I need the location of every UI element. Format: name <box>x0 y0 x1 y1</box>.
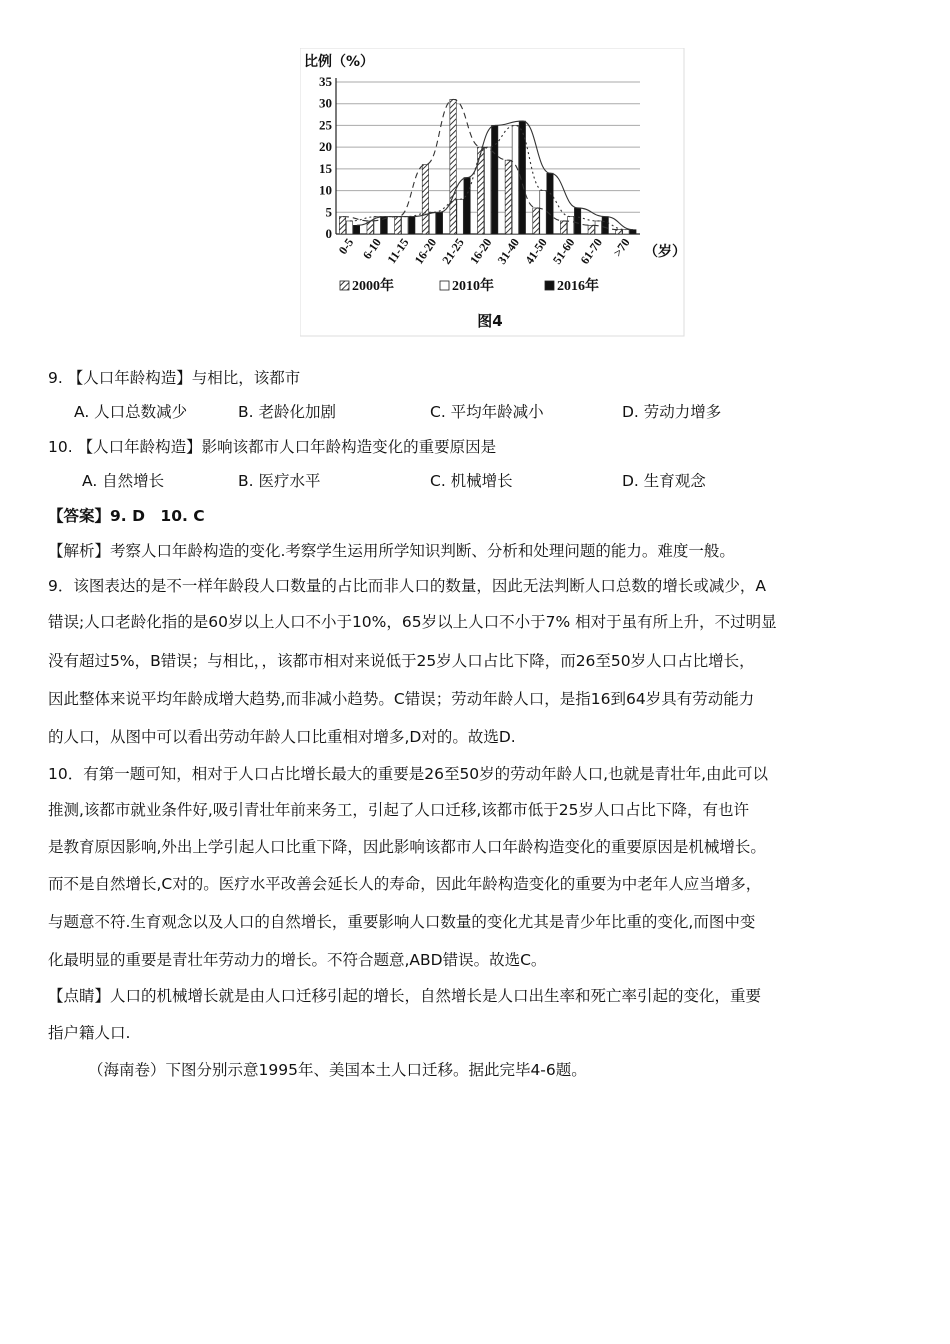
population-age-chart <box>300 48 686 338</box>
bar-white <box>567 217 573 234</box>
q10-option-d[interactable]: D. 生育观念 <box>622 472 706 490</box>
bar-hatch <box>588 225 594 234</box>
key-point-line: 指户籍人口. <box>48 1024 131 1042</box>
y-tick-label: 10 <box>319 182 332 198</box>
bar-white <box>402 217 408 234</box>
bar-black <box>409 217 415 234</box>
bar-white <box>457 199 463 234</box>
bar-hatch <box>560 221 566 234</box>
analysis-line: 推测,该都市就业条件好,吸引青壮年前来务工，引起了人口迁移,该都市低于25岁人口占比下降，有也许 <box>48 801 750 819</box>
question-10-stem: 10. 【人口年龄构造】影响该都市人口年龄构造变化的重要原因是 <box>48 438 497 456</box>
analysis-line: 与题意不符.生育观念以及人口的自然增长，重要影响人口数量的变化尤其是青少年比重的变化,而图中变 <box>48 913 756 931</box>
next-question-intro: （海南卷）下图分别示意1995年、美国本土人口迁移。据此完毕4-6题。 <box>88 1061 587 1079</box>
bar-hatch <box>616 230 622 234</box>
bar-white <box>595 221 601 234</box>
bar-hatch <box>505 160 511 234</box>
y-tick-label: 35 <box>319 74 332 89</box>
legend-swatch <box>440 281 449 290</box>
bar-black <box>602 217 608 234</box>
x-axis-unit: （岁） <box>644 244 686 260</box>
y-tick-label: 30 <box>319 95 332 111</box>
bar-hatch <box>339 217 345 234</box>
legend-entry: 2010年 <box>452 279 494 294</box>
bar-hatch <box>422 165 428 234</box>
q10-option-c[interactable]: C. 机械增长 <box>430 472 513 490</box>
key-point-line: 【点睛】人口的机械增长就是由人口迁移引起的增长，自然增长是人口出生率和死亡率引起的变化，重要 <box>48 987 762 1005</box>
x-tick-label: 31-40 <box>494 235 523 267</box>
bar-white <box>512 125 518 234</box>
bar-black <box>574 208 580 234</box>
analysis-line: 因此整体来说平均年龄成增大趋势,而非减小趋势。C错误；劳动年龄人口，是指16到64岁具有劳动能力 <box>48 690 755 708</box>
y-tick-label: 0 <box>325 226 332 241</box>
analysis-line: 错误;人口老龄化指的是60岁以上人口不小于10%，65岁以上人口不小于7% 相对于虽有所上升，不过明显 <box>48 613 777 631</box>
analysis-line: 化最明显的重要是青壮年劳动力的增长。不符合题意,ABD错误。故选C。 <box>48 951 547 969</box>
bar-hatch <box>395 217 401 234</box>
bar-white <box>429 212 435 234</box>
x-tick-label: 41-50 <box>522 235 550 267</box>
bar-hatch <box>450 99 456 234</box>
bar-white <box>623 230 629 234</box>
q9-option-c[interactable]: C. 平均年龄减小 <box>430 403 544 421</box>
analysis-line: 是教育原因影响,外出上学引起人口比重下降，因此影响该都市人口年龄构造变化的重要原因是机械增长。 <box>48 838 766 856</box>
analysis-line: 9．该图表达的是不一样年龄段人口数量的占比而非人口的数量，因此无法判断人口总数的增长或减少，A <box>48 577 766 595</box>
legend-swatch <box>545 281 554 290</box>
bar-hatch <box>533 208 539 234</box>
x-tick-label: 16-20 <box>411 235 440 267</box>
bar-black <box>353 225 359 234</box>
bar-white <box>346 221 352 234</box>
x-tick-label: >70 <box>610 235 633 260</box>
legend-swatch <box>340 281 349 290</box>
legend-entry: 2016年 <box>557 279 599 294</box>
y-tick-label: 25 <box>319 117 332 133</box>
legend-entry: 2000年 <box>352 279 394 294</box>
question-9-stem: 9. 【人口年龄构造】与相比，该都市 <box>48 369 301 387</box>
q9-option-b[interactable]: B. 老龄化加剧 <box>238 403 336 421</box>
figure-caption: 图4 <box>477 312 503 330</box>
bar-white <box>485 147 491 234</box>
bar-black <box>547 173 553 234</box>
y-axis-label: 比例（%） <box>304 54 375 70</box>
bar-black <box>464 178 470 234</box>
bar-black <box>492 125 498 234</box>
q9-option-d[interactable]: D. 劳动力增多 <box>622 403 722 421</box>
q10-option-a[interactable]: A. 自然增长 <box>82 472 165 490</box>
x-tick-label: 11-15 <box>384 235 412 267</box>
q9-option-a[interactable]: A. 人口总数减少 <box>74 403 188 421</box>
q10-option-b[interactable]: B. 医疗水平 <box>238 472 321 490</box>
analysis-line: 而不是自然增长,C对的。医疗水平改善会延长人的寿命，因此年龄构造变化的重要为中老年人应当增多， <box>48 875 762 893</box>
analysis-line: 没有超过5%，B错误；与相比，，该都市相对来说低于25岁人口占比下降，而26至50岁人口占比增长， <box>48 652 755 670</box>
x-tick-label: 21-25 <box>439 235 467 267</box>
bar-white <box>540 191 546 234</box>
analysis-line: 【解析】考察人口年龄构造的变化.考察学生运用所学知识判断、分析和处理问题的能力。难度一般。 <box>48 542 735 560</box>
x-tick-label: 61-70 <box>577 235 606 267</box>
x-tick-label: 16-20 <box>466 235 495 267</box>
y-tick-label: 20 <box>319 139 332 155</box>
bar-black <box>630 230 636 234</box>
analysis-line: 的人口，从图中可以看出劳动年龄人口比重相对增多,D对的。故选D. <box>48 728 516 746</box>
x-tick-label: 0-5 <box>335 235 357 257</box>
x-tick-label: 51-60 <box>549 235 578 267</box>
bar-black <box>436 212 442 234</box>
y-tick-label: 15 <box>319 160 332 176</box>
y-tick-label: 5 <box>325 204 332 220</box>
answer-line: 【答案】9. D 10. C <box>48 507 205 525</box>
x-tick-label: 6-10 <box>359 235 384 262</box>
analysis-line: 10．有第一题可知，相对于人口占比增长最大的重要是26至50岁的劳动年龄人口,也就是青壮年,由此可以 <box>48 765 769 783</box>
